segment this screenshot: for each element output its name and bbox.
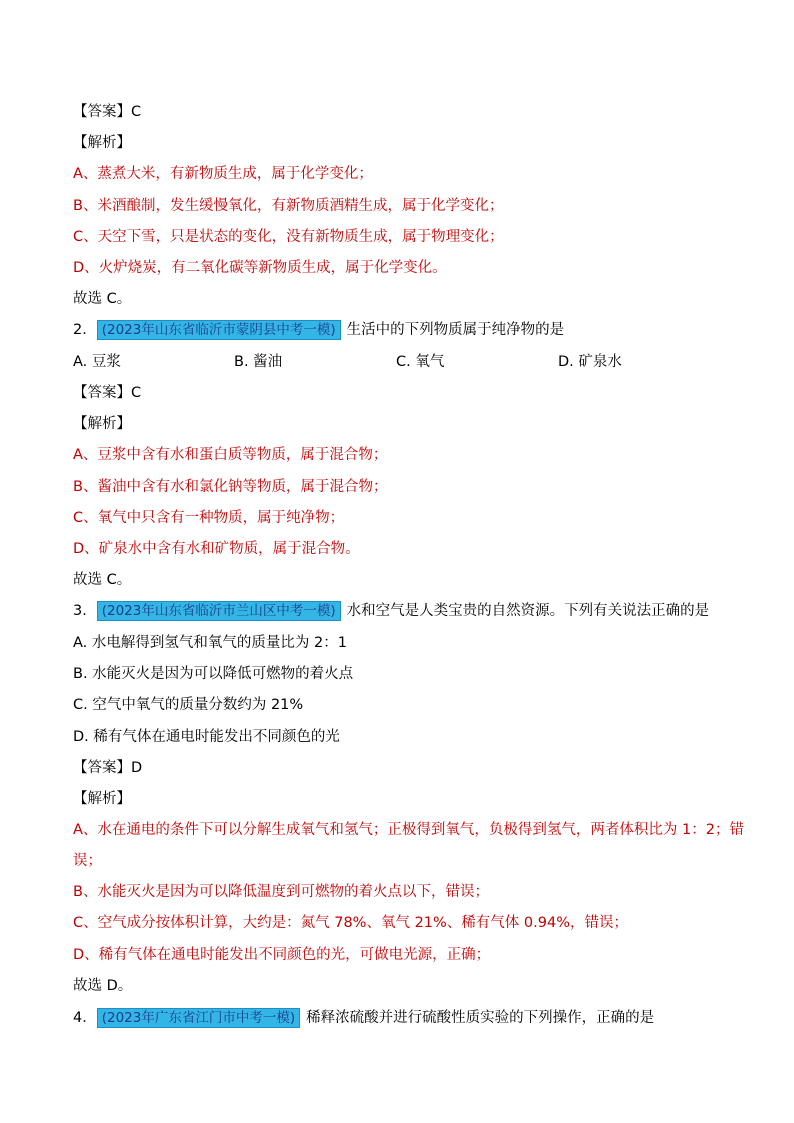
answer-line: 【答案】C xyxy=(73,104,142,120)
option-c: C. 氧气 xyxy=(396,354,445,370)
analysis-line: B、米酒酿制，发生缓慢氧化，有新物质酒精生成，属于化学变化； xyxy=(73,198,504,214)
question-number: 2． xyxy=(73,322,97,338)
question-text: 生活中的下列物质属于纯净物的是 xyxy=(346,322,565,338)
option-a: A. 水电解得到氢气和氧气的质量比为 2：1 xyxy=(73,635,347,651)
analysis-line: B、酱油中含有水和氯化钠等物质，属于混合物； xyxy=(73,479,388,495)
option-b: B. 酱油 xyxy=(234,354,283,370)
analysis-line: A、蒸煮大米，有新物质生成，属于化学变化； xyxy=(73,166,373,182)
question-stem xyxy=(73,320,564,340)
analysis-line: C、氧气中只含有一种物质，属于纯净物； xyxy=(73,510,345,526)
question-text: 水和空气是人类宝贵的自然资源。下列有关说法正确的是 xyxy=(346,603,710,619)
question-stem xyxy=(73,601,709,621)
analysis-label: 【解析】 xyxy=(73,416,131,432)
question-number: 3． xyxy=(73,603,97,619)
analysis-line: C、天空下雪，只是状态的变化，没有新物质生成，属于物理变化； xyxy=(73,229,504,245)
option-d: D. 稀有气体在通电时能发出不同颜色的光 xyxy=(73,729,340,745)
source-tag[interactable]: (2023年山东省临沂市蒙阴县中考一模) xyxy=(97,320,341,340)
analysis-line: D、火炉烧炭，有二氧化碳等新物质生成，属于化学变化。 xyxy=(73,260,447,276)
analysis-line: 误； xyxy=(73,853,102,869)
answer-line: 【答案】D xyxy=(73,760,143,776)
question-stem xyxy=(73,1008,654,1028)
source-tag[interactable]: (2023年山东省临沂市兰山区中考一模) xyxy=(97,601,341,621)
analysis-line: D、矿泉水中含有水和矿物质，属于混合物。 xyxy=(73,541,360,557)
analysis-line: A、豆浆中含有水和蛋白质等物质，属于混合物； xyxy=(73,447,388,463)
option-b: B. 水能灭火是因为可以降低可燃物的着火点 xyxy=(73,666,354,682)
conclusion-line: 故选 D。 xyxy=(73,978,133,994)
answer-line: 【答案】C xyxy=(73,385,142,401)
analysis-line: C、空气成分按体积计算，大约是：氮气 78%、氧气 21%、稀有气体 0.94%，错误； xyxy=(73,915,628,931)
analysis-line: B、水能灭火是因为可以降低温度到可燃物的着火点以下，错误； xyxy=(73,884,489,900)
question-number: 4． xyxy=(73,1010,97,1026)
analysis-line: D、稀有气体在通电时能发出不同颜色的光，可做电光源，正确； xyxy=(73,947,491,963)
option-a: A. 豆浆 xyxy=(73,354,121,370)
analysis-label: 【解析】 xyxy=(73,791,131,807)
option-d: D. 矿泉水 xyxy=(558,354,622,370)
analysis-line: A、水在通电的条件下可以分解生成氧气和氢气；正极得到氧气，负极得到氢气，两者体积比为 1：2；错 xyxy=(73,822,744,838)
conclusion-line: 故选 C。 xyxy=(73,291,132,307)
analysis-label: 【解析】 xyxy=(73,135,131,151)
question-text: 稀释浓硫酸并进行硫酸性质实验的下列操作，正确的是 xyxy=(306,1010,655,1026)
conclusion-line: 故选 C。 xyxy=(73,572,132,588)
source-tag[interactable]: (2023年广东省江门市中考一模) xyxy=(97,1008,300,1028)
option-c: C. 空气中氧气的质量分数约为 21% xyxy=(73,697,304,713)
